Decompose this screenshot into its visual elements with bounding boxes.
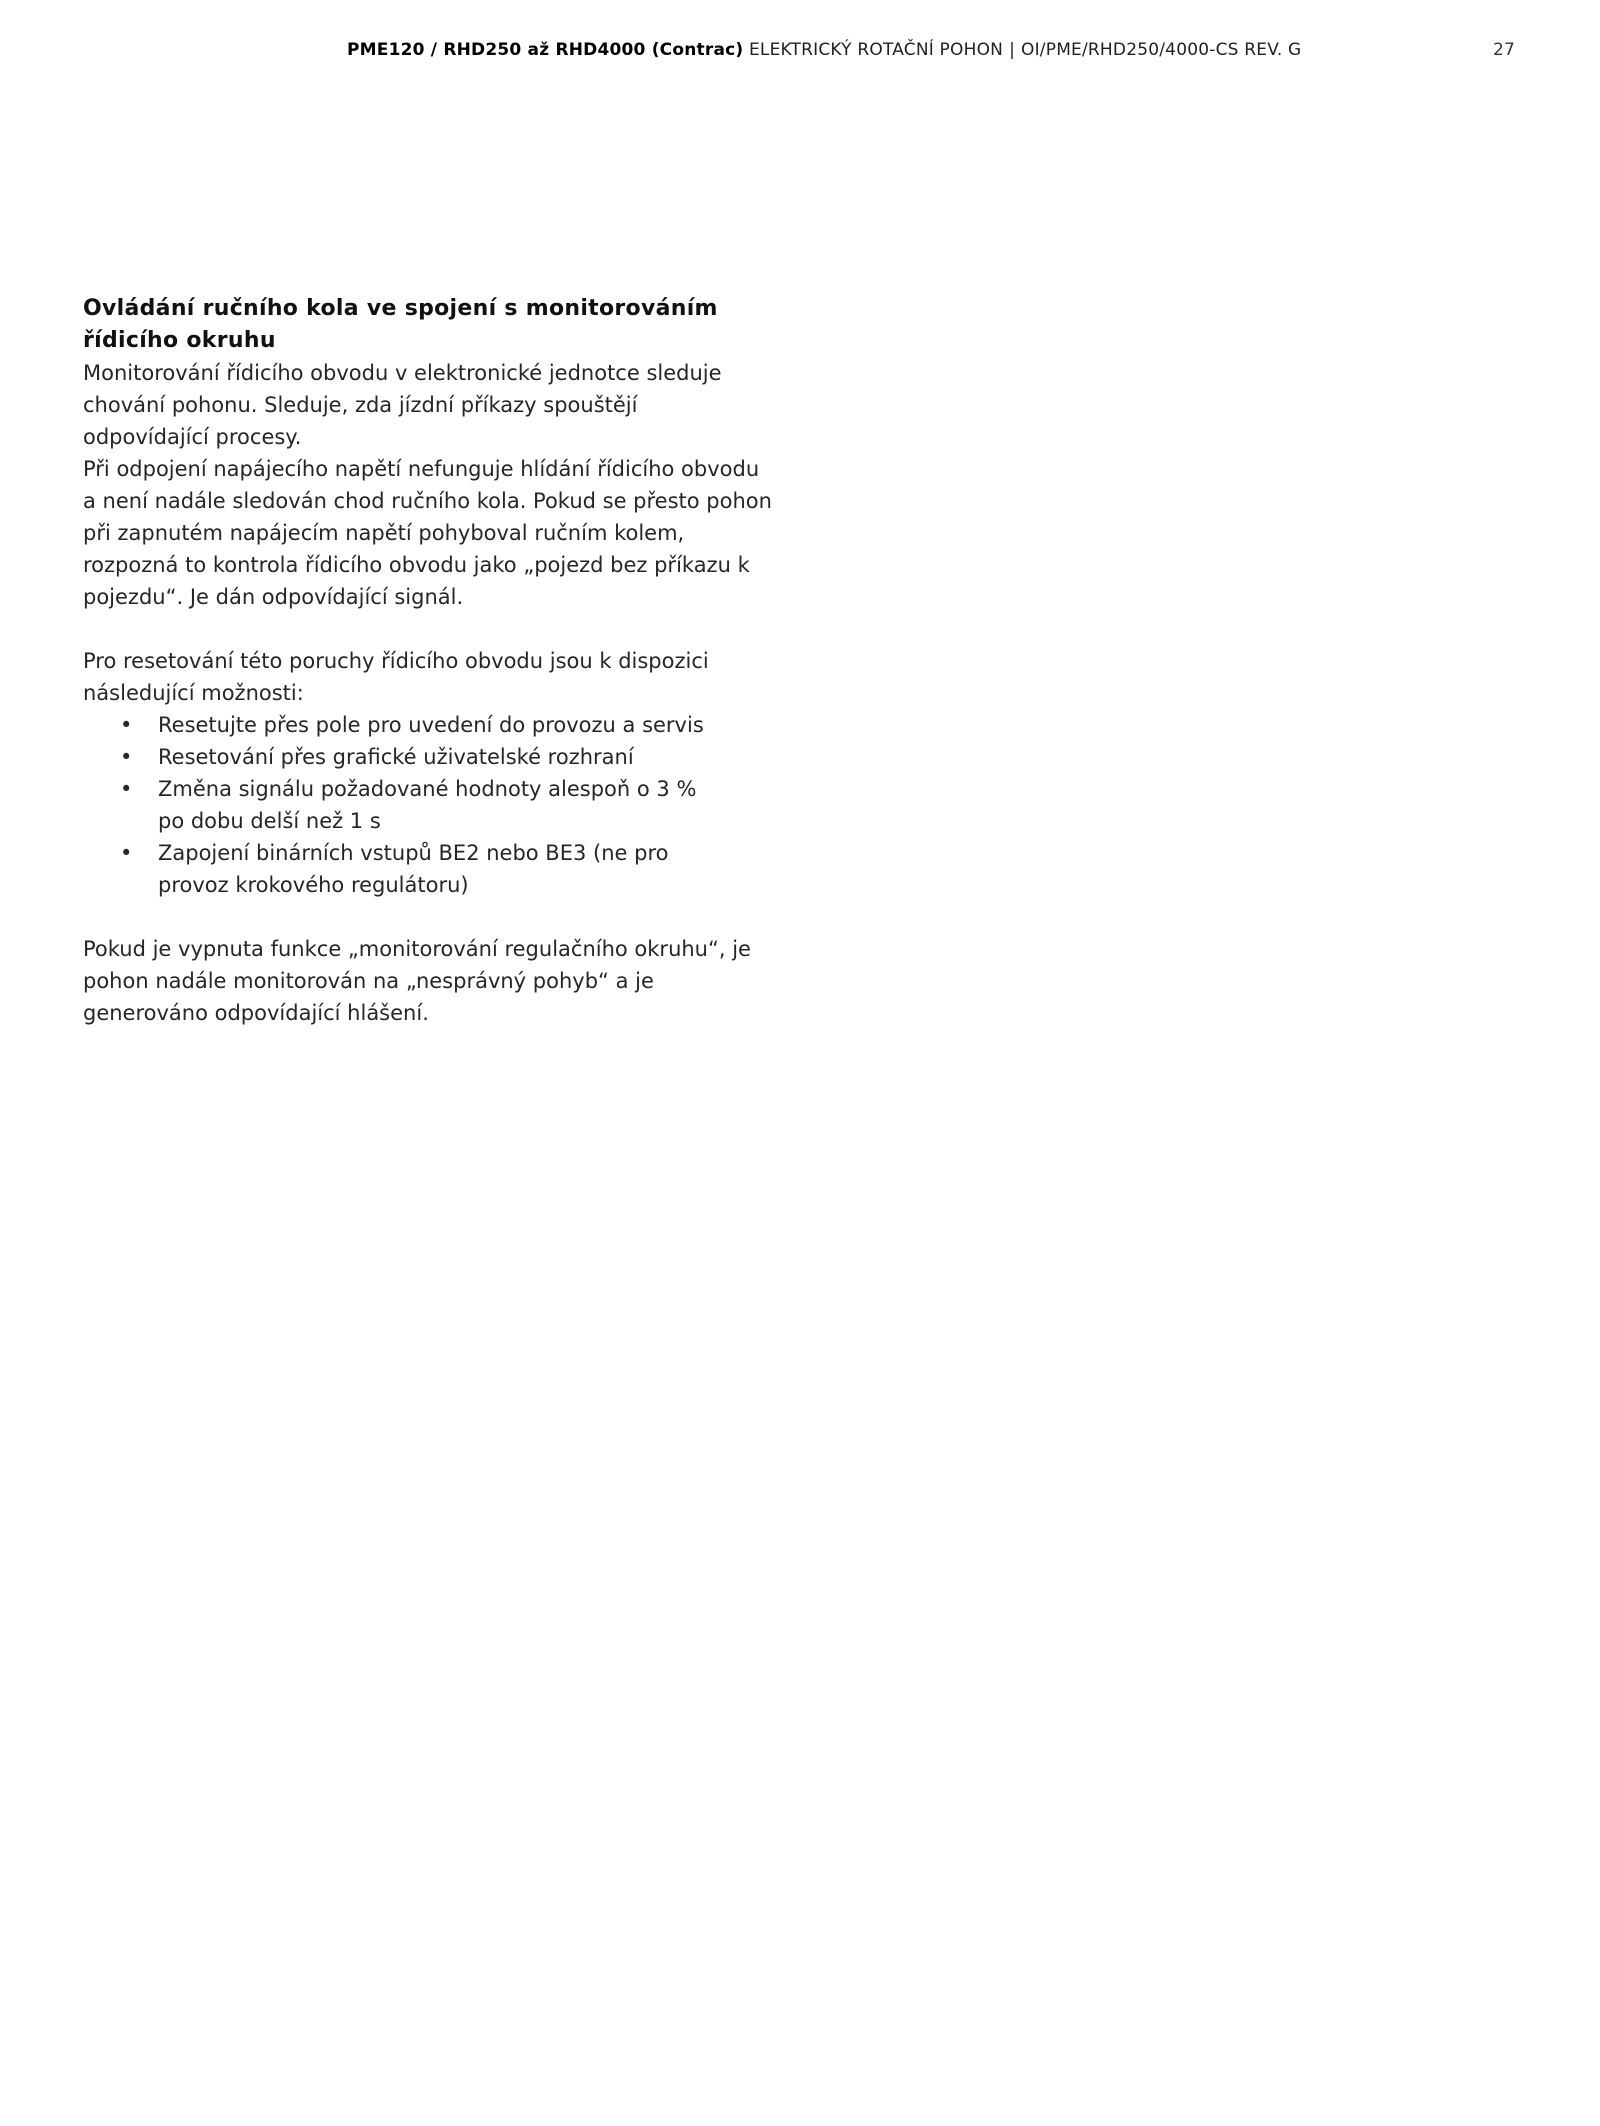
text-line: pojezdu“. Je dán odpovídající signál. [83,585,464,609]
list-item [83,709,718,741]
paragraph-spacer [83,901,803,933]
text-line: Monitorování řídicího obvodu v elektronické jednotce sleduje [83,361,722,385]
page-header [0,37,1600,63]
main-content [83,293,803,1029]
text-line: následující možnosti: [83,681,304,705]
text-line: odpovídající procesy. [83,425,302,449]
bullet-icon: • [120,745,133,769]
paragraph-spacer [83,613,803,645]
paragraph-monitoring-intro [83,357,803,453]
list-item-text: Zapojení binárních vstupů BE2 nebo BE3 (ne pro provoz krokového regulátoru) [158,841,669,897]
list-item-text: Resetujte přes pole pro uvedení do provozu a servis [158,713,704,737]
text-line: chování pohonu. Sleduje, zda jízdní příkazy spouštějí [83,393,638,417]
list-item-text: Resetování přes grafické uživatelské rozhraní [158,745,634,769]
header-doc-type: ELEKTRICKÝ ROTAČNÍ POHON [748,40,1004,60]
text-line: Pokud je vypnuta funkce „monitorování regulačního okruhu“, je [83,937,751,961]
text-line: pohon nadále monitorován na „nesprávný pohyb“ a je [83,969,654,993]
page-number: 27 [1493,40,1516,60]
text-line: a není nadále sledován chod ručního kola. Pokud se přesto pohon [83,489,772,513]
list-item-text: Změna signálu požadované hodnoty alespoň o 3 % po dobu delší než 1 s [158,777,697,833]
paragraph-control-loop-off [83,933,803,1029]
list-item [83,741,718,773]
text-line: Při odpojení napájecího napětí nefunguje hlídání řídicího obvodu [83,457,760,481]
header-doc-code: OI/PME/RHD250/4000-CS REV. G [1021,40,1302,60]
text-line: generováno odpovídající hlášení. [83,1001,429,1025]
paragraph-reset-options [83,645,803,709]
list-item [83,773,718,837]
reset-options-list [83,709,803,901]
bullet-icon: • [120,841,133,865]
text-line: při zapnutém napájecím napětí pohyboval ručním kolem, [83,521,685,545]
header-product-title: PME120 / RHD250 až RHD4000 (Contrac) [347,40,744,60]
header-separator: | [1009,40,1016,60]
paragraph-power-disconnect [83,453,803,613]
bullet-icon: • [120,777,133,801]
text-line: rozpozná to kontrola řídicího obvodu jako „pojezd bez příkazu k [83,553,750,577]
section-heading: Ovládání ručního kola ve spojení s monitorováním řídicího okruhu [83,296,718,353]
bullet-icon: • [120,713,133,737]
list-item [83,837,718,901]
header-title [347,37,1301,63]
text-line: Pro resetování této poruchy řídicího obvodu jsou k dispozici [83,649,709,673]
